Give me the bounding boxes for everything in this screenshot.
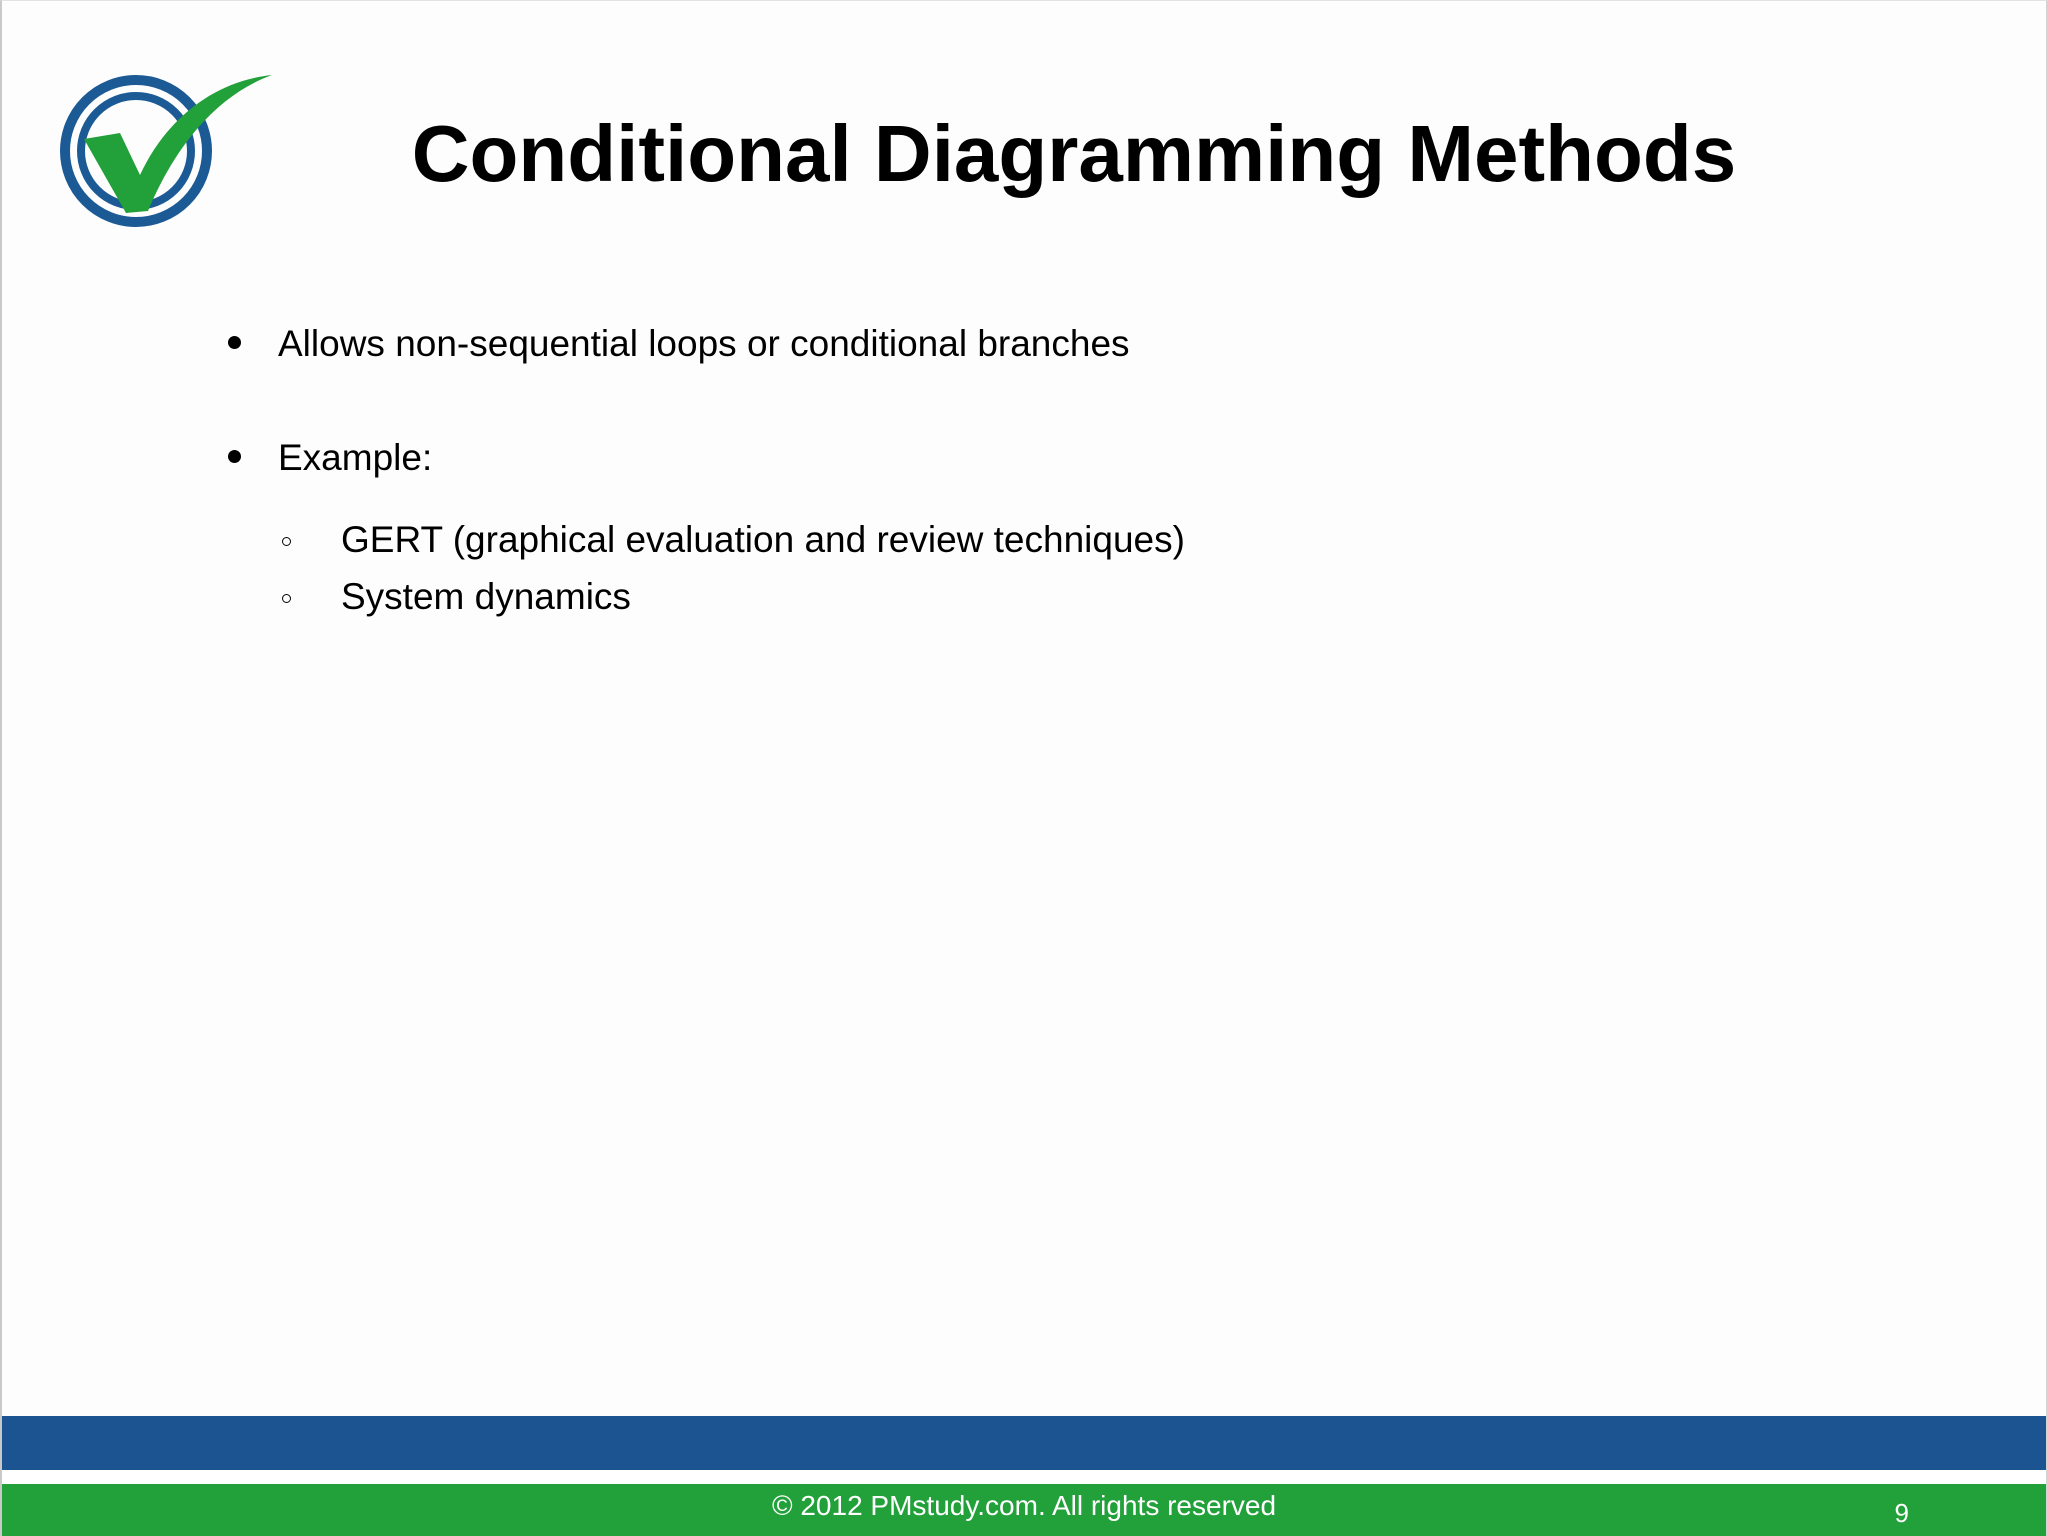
slide-title: Conditional Diagramming Methods <box>411 109 1737 198</box>
footer-blue-band <box>2 1416 2046 1470</box>
page-number: 9 <box>1894 1498 1909 1528</box>
sub-bullet-item <box>341 575 631 619</box>
hollow-bullet-icon <box>282 594 291 603</box>
footer-divider <box>2 1470 2046 1484</box>
sub-bullet-text: GERT (graphical evaluation and review techniques) <box>341 519 1185 560</box>
bullet-dot-icon <box>228 336 241 349</box>
bullet-text: Example: <box>278 437 433 478</box>
bullet-item <box>278 322 1130 366</box>
sub-bullet-item <box>341 518 1185 562</box>
hollow-bullet-icon <box>282 537 291 546</box>
bullet-text: Allows non-sequential loops or conditional branches <box>278 323 1130 364</box>
footer-copyright: © 2012 PMstudy.com. All rights reserved <box>771 1490 1277 1521</box>
checkmark-logo-icon <box>54 67 284 245</box>
sub-bullet-text: System dynamics <box>341 576 631 617</box>
bullet-dot-icon <box>228 450 241 463</box>
bullet-item <box>278 436 432 480</box>
